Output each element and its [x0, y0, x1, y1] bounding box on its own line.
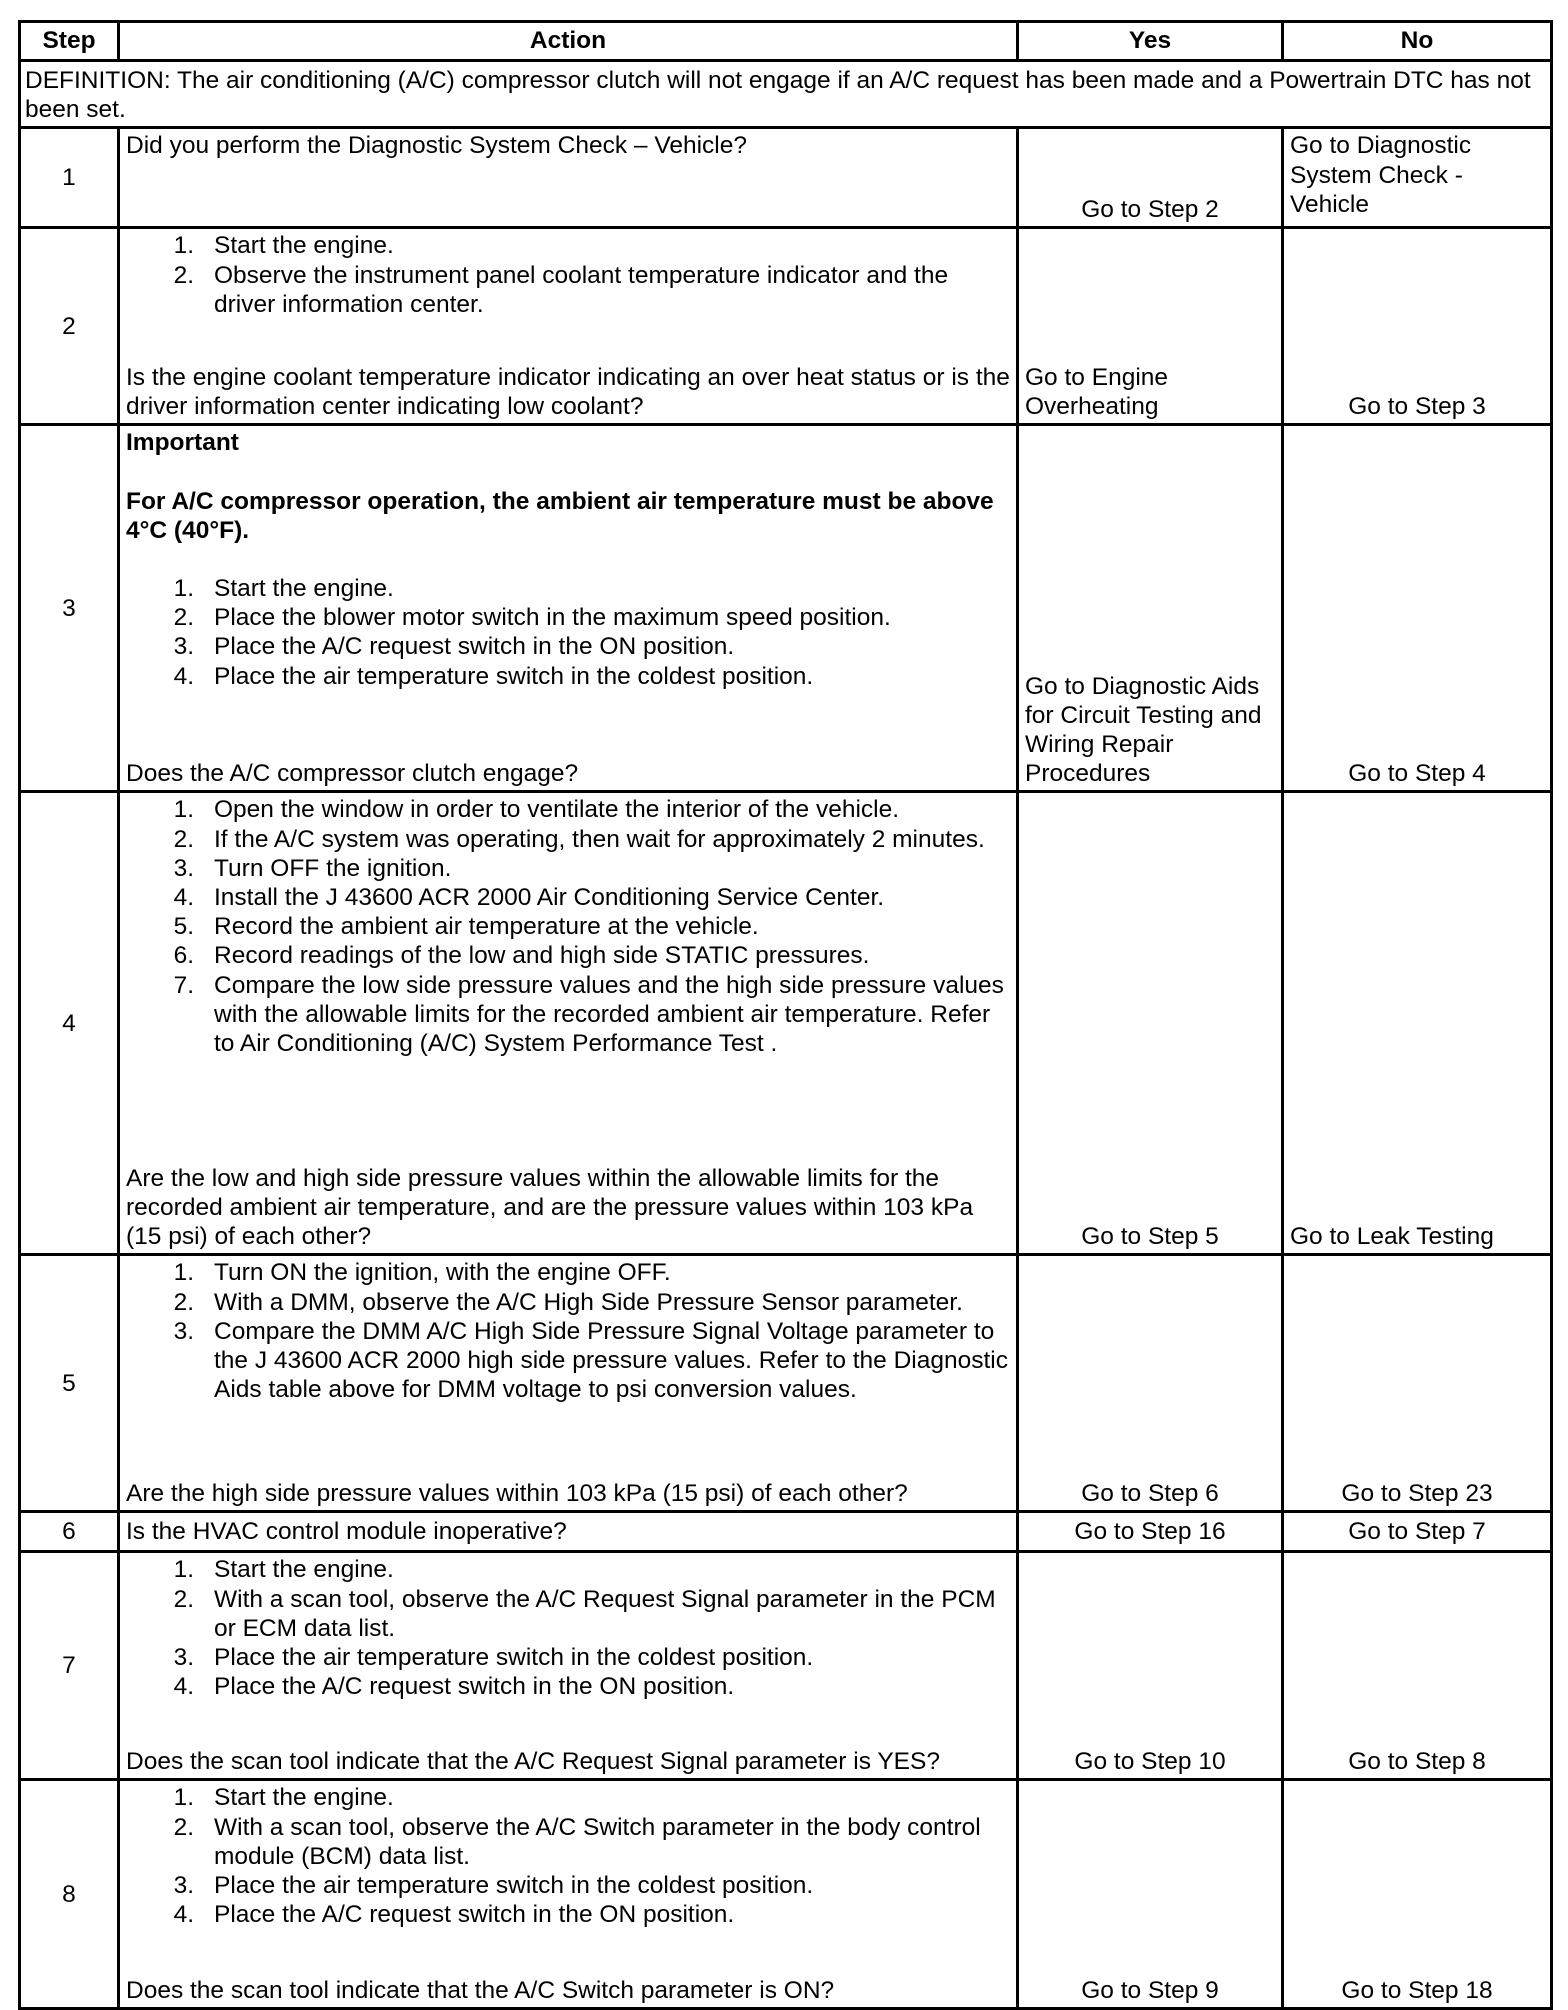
list-item: 1. Open the window in order to ventilate the interior of the vehicle. [173, 796, 900, 824]
procedure-list [126, 231, 1010, 319]
yes-cell: Go to Diagnostic Aids for Circuit Testing and Wiring Repair Procedures [1018, 425, 1283, 792]
list-item: 3. Place the air temperature switch in the coldest position. [173, 1872, 814, 1900]
list-item: 7. Compare the low side pressure values and the high side pressure values with the allowable limits for the recorded ambient air temperature. Refer to Air Conditioning (A/C) System Performance Test . [173, 971, 1004, 1058]
list-item: 2. Place the blower motor switch in the maximum speed position. [173, 604, 891, 632]
yes-cell: Go to Step 16 [1018, 1512, 1283, 1552]
list-item: 4. Place the air temperature switch in the coldest position. [173, 662, 814, 690]
yes-cell: Go to Step 9 [1018, 1780, 1283, 2009]
header-yes: Yes [1018, 22, 1283, 61]
step-number: 8 [20, 1780, 119, 2009]
procedure-list [126, 1258, 1010, 1404]
list-item: 1. Start the engine. [173, 575, 394, 603]
list-item: 3. Place the A/C request switch in the ON position. [173, 633, 735, 661]
procedure-list [126, 795, 1010, 1058]
question-text: Is the engine coolant temperature indicator indicating an over heat status or is the driver information center indicating low coolant? [126, 364, 1010, 421]
table-row [20, 1552, 1552, 1780]
table-row [20, 1512, 1552, 1552]
yes-cell: Go to Step 2 [1018, 128, 1283, 228]
yes-cell: Go to Step 5 [1018, 792, 1283, 1255]
list-item: 1. Turn ON the ignition, with the engine OFF. [173, 1259, 671, 1287]
procedure-list [126, 1555, 1010, 1701]
no-cell: Go to Step 23 [1283, 1255, 1552, 1512]
list-item: 3. Compare the DMM A/C High Side Pressure Signal Voltage parameter to the J 43600 ACR 2000 high side pressure values. Refer to the Diagnostic Aids table above for DMM voltage to psi conversion values. [173, 1317, 1009, 1404]
question-text: Did you perform the Diagnostic System Check – Vehicle? [126, 132, 747, 160]
table-row [20, 128, 1552, 228]
list-item: 3. Turn OFF the ignition. [173, 854, 452, 882]
list-item: 1. Start the engine. [173, 1556, 394, 1584]
list-item: 2. If the A/C system was operating, then wait for approximately 2 minutes. [173, 825, 985, 853]
step-number: 1 [20, 128, 119, 228]
list-item: 2. With a scan tool, observe the A/C Request Signal parameter in the PCM or ECM data list. [173, 1585, 996, 1642]
table-row [20, 1255, 1552, 1512]
list-item: 6. Record readings of the low and high side STATIC pressures. [173, 942, 870, 970]
action-cell [119, 792, 1018, 1255]
yes-cell: Go to Engine Overheating [1018, 228, 1283, 425]
list-item: 4. Install the J 43600 ACR 2000 Air Conditioning Service Center. [173, 884, 885, 912]
definition-text: DEFINITION: The air conditioning (A/C) compressor clutch will not engage if an A/C request has been made and a Powertrain DTC has not been set. [20, 61, 1552, 128]
list-item: 5. Record the ambient air temperature at the vehicle. [173, 913, 759, 941]
step-number: 2 [20, 228, 119, 425]
yes-cell: Go to Step 6 [1018, 1255, 1283, 1512]
header-action: Action [119, 22, 1018, 61]
header-step: Step [20, 22, 119, 61]
action-cell [119, 1780, 1018, 2009]
question-text: Does the scan tool indicate that the A/C Request Signal parameter is YES? [126, 1748, 940, 1776]
action-cell [119, 1512, 1018, 1552]
no-cell: Go to Step 7 [1283, 1512, 1552, 1552]
procedure-list [126, 1783, 1010, 1929]
no-cell: Go to Step 3 [1283, 228, 1552, 425]
question-text: Does the A/C compressor clutch engage? [126, 760, 579, 788]
diagnostic-table-page [18, 20, 1550, 2010]
step-number: 7 [20, 1552, 119, 1780]
header-row [20, 22, 1552, 61]
no-cell: Go to Leak Testing [1283, 792, 1552, 1255]
list-item: 2. With a scan tool, observe the A/C Switch parameter in the body control module (BCM) data list. [173, 1813, 981, 1870]
table-row [20, 425, 1552, 792]
step-number: 3 [20, 425, 119, 792]
question-text: Is the HVAC control module inoperative? [126, 1518, 567, 1546]
step-number: 4 [20, 792, 119, 1255]
action-cell [119, 128, 1018, 228]
action-cell [119, 425, 1018, 792]
list-item: 4. Place the A/C request switch in the ON position. [173, 1673, 735, 1701]
action-cell [119, 1255, 1018, 1512]
action-cell [119, 1552, 1018, 1780]
list-item: 2. Observe the instrument panel coolant temperature indicator and the driver information center. [173, 261, 949, 318]
list-item: 1. Start the engine. [173, 1784, 394, 1812]
header-no: No [1283, 22, 1552, 61]
list-item: 4. Place the A/C request switch in the ON position. [173, 1901, 735, 1929]
no-cell: Go to Diagnostic System Check - Vehicle [1283, 128, 1552, 228]
no-cell: Go to Step 18 [1283, 1780, 1552, 2009]
list-item: 2. With a DMM, observe the A/C High Side Pressure Sensor parameter. [173, 1288, 963, 1316]
important-label: Important [126, 429, 239, 457]
step-number: 6 [20, 1512, 119, 1552]
important-note: For A/C compressor operation, the ambient air temperature must be above 4°C (40°F). [126, 487, 994, 544]
procedure-list [126, 574, 1010, 691]
yes-cell: Go to Step 10 [1018, 1552, 1283, 1780]
list-item: 1. Start the engine. [173, 232, 394, 260]
diagnostic-table [18, 20, 1553, 2010]
no-cell: Go to Step 4 [1283, 425, 1552, 792]
step-number: 5 [20, 1255, 119, 1512]
table-row [20, 228, 1552, 425]
no-cell: Go to Step 8 [1283, 1552, 1552, 1780]
table-row [20, 792, 1552, 1255]
question-text: Are the low and high side pressure values within the allowable limits for the recorded ambient air temperature, and are the pressure values within 103 kPa (15 psi) of each other? [126, 1164, 974, 1251]
action-cell [119, 228, 1018, 425]
list-item: 3. Place the air temperature switch in the coldest position. [173, 1644, 814, 1672]
definition-row [20, 61, 1552, 128]
question-text: Does the scan tool indicate that the A/C Switch parameter is ON? [126, 1977, 835, 2005]
table-row [20, 1780, 1552, 2009]
question-text: Are the high side pressure values within 103 kPa (15 psi) of each other? [126, 1480, 908, 1508]
